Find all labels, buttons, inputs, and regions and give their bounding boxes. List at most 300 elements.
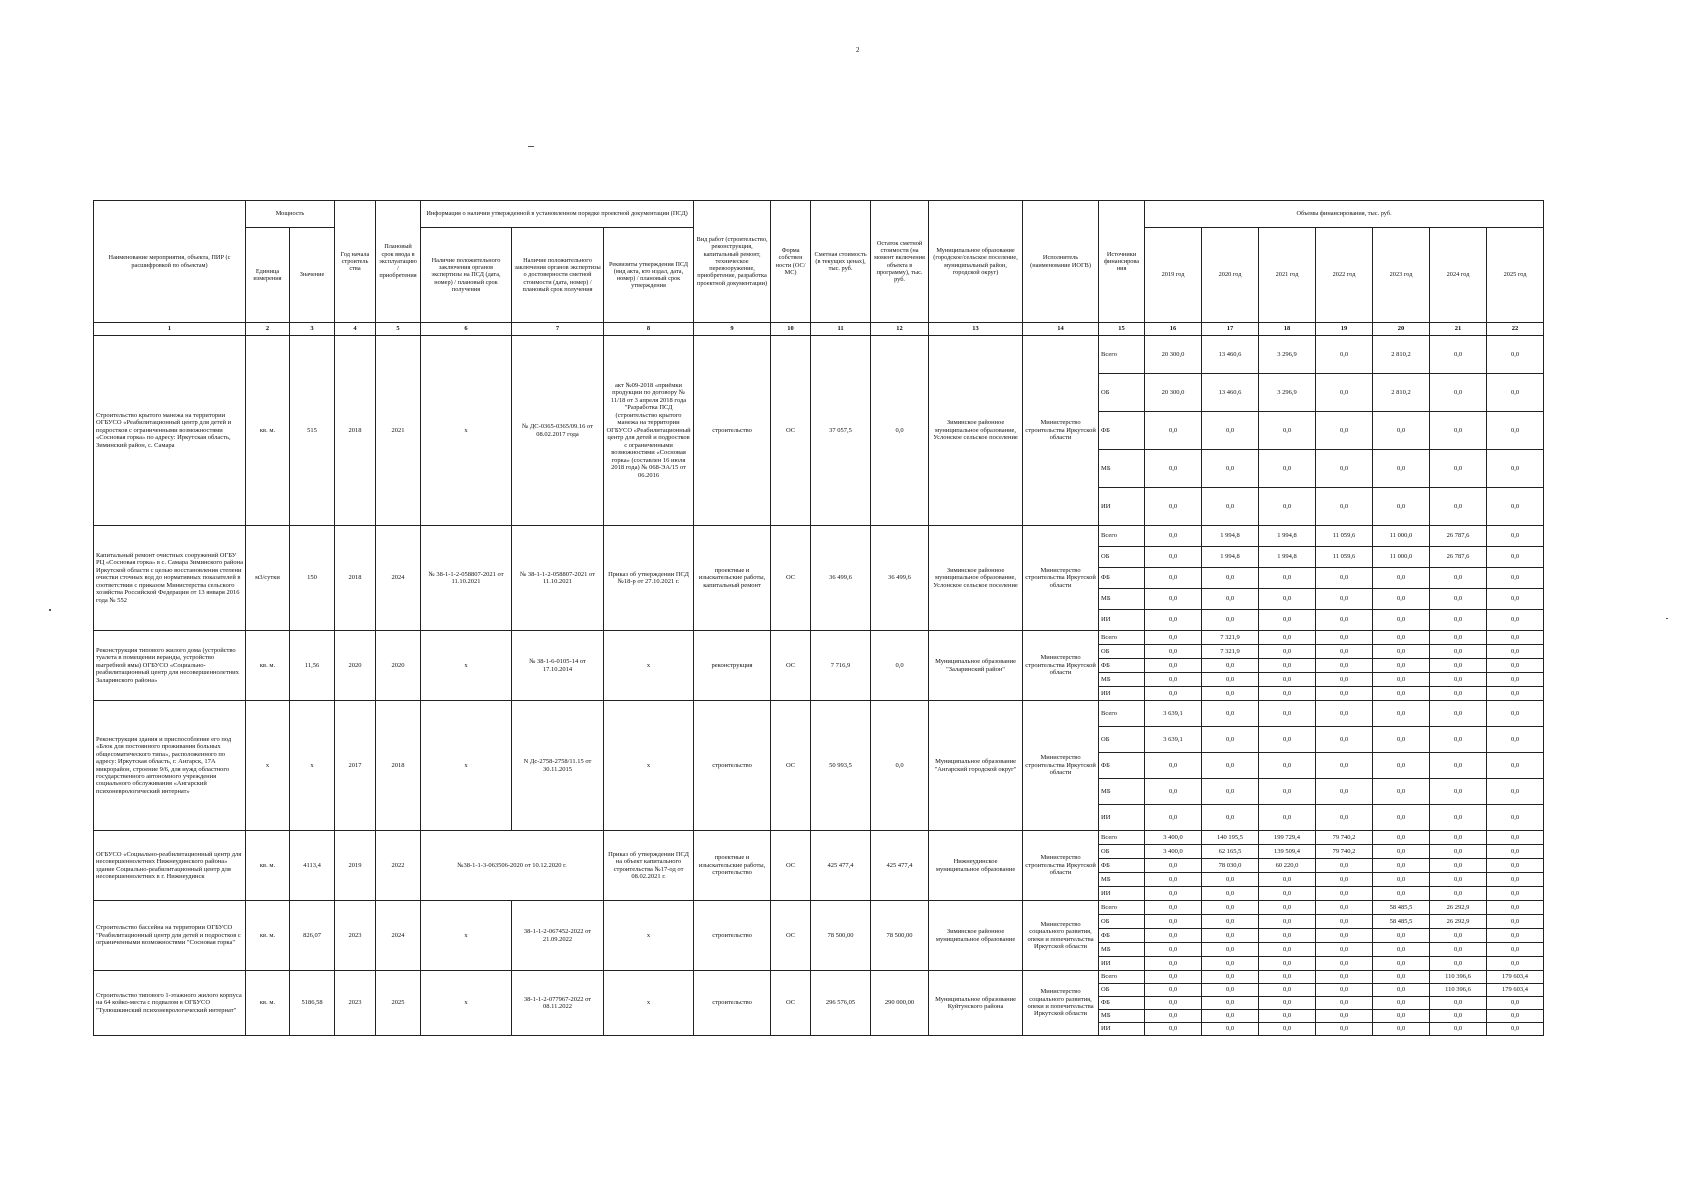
- funding-source: ФБ: [1099, 753, 1145, 779]
- funding-source: Всего: [1099, 901, 1145, 915]
- header-deadline: Плановый срок ввода в эксплуатацию / приобретения: [376, 201, 421, 323]
- header-unit: Единица измерения: [246, 228, 290, 323]
- funding-amount: 0,0: [1202, 412, 1259, 450]
- remaining-cost: 78 500,00: [871, 901, 929, 971]
- funding-amount: 0,0: [1259, 971, 1316, 984]
- psd-expertise: №38-1-1-3-063506-2020 от 10.12.2020 г.: [421, 831, 604, 901]
- ownership: ОС: [771, 831, 811, 901]
- start-year: 2023: [335, 901, 376, 971]
- column-number: 2: [246, 323, 290, 336]
- table-row: [94, 526, 1544, 547]
- municipality: Зиминское районное муниципальное образование: [929, 901, 1023, 971]
- estimated-cost: 36 499,6: [811, 526, 871, 631]
- deadline-year: 2020: [376, 631, 421, 701]
- funding-amount: 0,0: [1202, 568, 1259, 589]
- capacity-value: 826,07: [290, 901, 335, 971]
- funding-amount: 0,0: [1487, 673, 1544, 687]
- funding-amount: 3 296,9: [1259, 374, 1316, 412]
- scan-artifact: [49, 609, 51, 611]
- funding-amount: 0,0: [1430, 887, 1487, 901]
- column-number: 3: [290, 323, 335, 336]
- funding-amount: 0,0: [1487, 610, 1544, 631]
- funding-amount: 0,0: [1145, 943, 1202, 957]
- funding-amount: 0,0: [1259, 915, 1316, 929]
- funding-amount: 0,0: [1487, 526, 1544, 547]
- funding-source: Всего: [1099, 631, 1145, 645]
- column-number: 13: [929, 323, 1023, 336]
- executor: Министерство социального развития, опеки и попечительства Иркутской области: [1023, 971, 1099, 1036]
- funding-source: ИИ: [1099, 957, 1145, 971]
- funding-amount: 1 994,8: [1259, 547, 1316, 568]
- header-remaining-cost: Остаток сметной стоимости (на момент включения объекта в программу), тыс. руб.: [871, 201, 929, 323]
- remaining-cost: 425 477,4: [871, 831, 929, 901]
- header-start-year: Год начала строитель ства: [335, 201, 376, 323]
- funding-amount: 0,0: [1316, 943, 1373, 957]
- funding-source: ИИ: [1099, 610, 1145, 631]
- funding-amount: 0,0: [1487, 887, 1544, 901]
- capacity-value: 5186,58: [290, 971, 335, 1036]
- funding-amount: 2 810,2: [1373, 374, 1430, 412]
- funding-source: Всего: [1099, 526, 1145, 547]
- funding-amount: 0,0: [1316, 887, 1373, 901]
- deadline-year: 2022: [376, 831, 421, 901]
- funding-amount: 0,0: [1259, 659, 1316, 673]
- executor: Министерство строительства Иркутской области: [1023, 701, 1099, 831]
- header-year: 2025 год: [1487, 228, 1544, 323]
- funding-amount: 0,0: [1202, 779, 1259, 805]
- capacity-value: 11,56: [290, 631, 335, 701]
- funding-amount: 3 400,0: [1145, 831, 1202, 845]
- start-year: 2023: [335, 971, 376, 1036]
- funding-amount: 0,0: [1487, 336, 1544, 374]
- funding-amount: 0,0: [1487, 727, 1544, 753]
- psd-positive: х: [421, 971, 512, 1036]
- funding-amount: 0,0: [1202, 1010, 1259, 1023]
- funding-amount: 0,0: [1430, 873, 1487, 887]
- object-name: Строительство крытого манежа на территории ОГБУСО «Реабилитационный центр для детей и подростков с ограниченными возможностями «Сосновая горка» по адресу: Иркутская область, Зиминский район, с. Самара: [94, 336, 246, 526]
- deadline-year: 2025: [376, 971, 421, 1036]
- deadline-year: 2024: [376, 526, 421, 631]
- funding-amount: 0,0: [1202, 873, 1259, 887]
- column-number: 16: [1145, 323, 1202, 336]
- funding-source: ИИ: [1099, 488, 1145, 526]
- funding-amount: 0,0: [1316, 659, 1373, 673]
- column-number: 12: [871, 323, 929, 336]
- funding-amount: 0,0: [1316, 859, 1373, 873]
- funding-amount: 0,0: [1259, 687, 1316, 701]
- funding-amount: 0,0: [1316, 971, 1373, 984]
- funding-amount: 0,0: [1259, 1010, 1316, 1023]
- funding-amount: 0,0: [1373, 753, 1430, 779]
- funding-amount: 13 460,6: [1202, 374, 1259, 412]
- funding-amount: 79 740,2: [1316, 831, 1373, 845]
- funding-amount: 0,0: [1316, 1023, 1373, 1036]
- funding-amount: 0,0: [1259, 727, 1316, 753]
- capacity-value: 515: [290, 336, 335, 526]
- psd-positive: х: [421, 701, 512, 831]
- funding-amount: 0,0: [1430, 589, 1487, 610]
- funding-amount: 0,0: [1373, 805, 1430, 831]
- column-number: 17: [1202, 323, 1259, 336]
- funding-amount: 0,0: [1259, 901, 1316, 915]
- funding-amount: 0,0: [1259, 488, 1316, 526]
- funding-amount: 0,0: [1430, 957, 1487, 971]
- funding-amount: 0,0: [1259, 631, 1316, 645]
- column-number: 18: [1259, 323, 1316, 336]
- capacity-unit: кв. м.: [246, 831, 290, 901]
- header-year: 2021 год: [1259, 228, 1316, 323]
- funding-amount: 0,0: [1145, 887, 1202, 901]
- funding-amount: 0,0: [1430, 659, 1487, 673]
- funding-amount: 58 485,5: [1373, 901, 1430, 915]
- funding-amount: 0,0: [1430, 412, 1487, 450]
- funding-amount: 0,0: [1430, 1010, 1487, 1023]
- funding-source: ОБ: [1099, 547, 1145, 568]
- executor: Министерство строительства Иркутской области: [1023, 631, 1099, 701]
- funding-amount: 0,0: [1373, 943, 1430, 957]
- table-row: [94, 971, 1544, 984]
- funding-amount: 0,0: [1430, 943, 1487, 957]
- start-year: 2019: [335, 831, 376, 901]
- funding-amount: 0,0: [1145, 631, 1202, 645]
- funding-amount: 0,0: [1373, 673, 1430, 687]
- funding-source: Всего: [1099, 831, 1145, 845]
- funding-amount: 0,0: [1316, 753, 1373, 779]
- column-number: 4: [335, 323, 376, 336]
- funding-amount: 0,0: [1430, 831, 1487, 845]
- funding-amount: 0,0: [1145, 984, 1202, 997]
- column-number: 10: [771, 323, 811, 336]
- column-number: 9: [694, 323, 771, 336]
- remaining-cost: 0,0: [871, 701, 929, 831]
- funding-source: ФБ: [1099, 859, 1145, 873]
- funding-amount: 0,0: [1316, 687, 1373, 701]
- funding-amount: 0,0: [1430, 374, 1487, 412]
- start-year: 2018: [335, 336, 376, 526]
- funding-amount: 0,0: [1373, 779, 1430, 805]
- funding-amount: 0,0: [1373, 488, 1430, 526]
- start-year: 2018: [335, 526, 376, 631]
- column-number: 11: [811, 323, 871, 336]
- funding-amount: 0,0: [1202, 1023, 1259, 1036]
- funding-source: ФБ: [1099, 568, 1145, 589]
- executor: Министерство социального развития, опеки и попечительства Иркутской области: [1023, 901, 1099, 971]
- funding-amount: 0,0: [1145, 659, 1202, 673]
- deadline-year: 2021: [376, 336, 421, 526]
- funding-amount: 0,0: [1487, 873, 1544, 887]
- remaining-cost: 0,0: [871, 336, 929, 526]
- funding-amount: 58 485,5: [1373, 915, 1430, 929]
- funding-amount: 0,0: [1259, 873, 1316, 887]
- header-psd-positive: Наличие положительного заключения органов экспертизы на ПСД (дата, номер) / плановый срок получения: [421, 228, 512, 323]
- funding-source: МБ: [1099, 873, 1145, 887]
- page-number: 2: [856, 46, 860, 54]
- funding-source: ФБ: [1099, 929, 1145, 943]
- funding-amount: 78 030,0: [1202, 859, 1259, 873]
- funding-source: ИИ: [1099, 687, 1145, 701]
- table-row: [94, 701, 1544, 727]
- funding-amount: 0,0: [1373, 1023, 1430, 1036]
- executor: Министерство строительства Иркутской области: [1023, 336, 1099, 526]
- funding-amount: 7 321,9: [1202, 631, 1259, 645]
- header-year: 2024 год: [1430, 228, 1487, 323]
- funding-amount: 0,0: [1316, 645, 1373, 659]
- funding-amount: 0,0: [1316, 873, 1373, 887]
- work-type: проектные и изыскательские работы, строительство: [694, 831, 771, 901]
- funding-amount: 3 639,1: [1145, 727, 1202, 753]
- funding-amount: 0,0: [1487, 859, 1544, 873]
- funding-amount: 0,0: [1202, 957, 1259, 971]
- capacity-unit: кв. м.: [246, 901, 290, 971]
- municipality: Муниципальное образование Куйтунского района: [929, 971, 1023, 1036]
- funding-amount: 0,0: [1373, 727, 1430, 753]
- funding-amount: 0,0: [1259, 701, 1316, 727]
- funding-amount: 0,0: [1202, 687, 1259, 701]
- funding-amount: 11 000,0: [1373, 547, 1430, 568]
- table-row: [94, 336, 1544, 374]
- column-number: 15: [1099, 323, 1145, 336]
- capacity-unit: м3/сутки: [246, 526, 290, 631]
- funding-amount: 62 165,5: [1202, 845, 1259, 859]
- funding-source: ОБ: [1099, 984, 1145, 997]
- psd-approval: х: [604, 971, 694, 1036]
- header-work-type: Вид работ (строительство, реконструкция, капитальный ремонт, техническое перевооружение, приобретение, разработка проектной документации): [694, 201, 771, 323]
- funding-source: МБ: [1099, 943, 1145, 957]
- header-year: 2023 год: [1373, 228, 1430, 323]
- funding-amount: 0,0: [1145, 779, 1202, 805]
- funding-amount: 139 509,4: [1259, 845, 1316, 859]
- start-year: 2017: [335, 701, 376, 831]
- funding-amount: 0,0: [1259, 929, 1316, 943]
- funding-amount: 0,0: [1316, 336, 1373, 374]
- header-capacity: Мощность: [246, 201, 335, 228]
- funding-amount: 26 787,6: [1430, 526, 1487, 547]
- funding-amount: 0,0: [1145, 859, 1202, 873]
- funding-amount: 0,0: [1202, 701, 1259, 727]
- funding-amount: 3 639,1: [1145, 701, 1202, 727]
- funding-amount: 0,0: [1316, 610, 1373, 631]
- funding-amount: 0,0: [1430, 805, 1487, 831]
- column-number: 7: [512, 323, 604, 336]
- funding-amount: 0,0: [1145, 1023, 1202, 1036]
- funding-amount: 0,0: [1145, 526, 1202, 547]
- funding-source: МБ: [1099, 450, 1145, 488]
- funding-amount: 0,0: [1373, 831, 1430, 845]
- header-ownership: Форма собствен ности (ОС/МС): [771, 201, 811, 323]
- funding-amount: 0,0: [1487, 488, 1544, 526]
- funding-amount: 0,0: [1487, 645, 1544, 659]
- funding-amount: 0,0: [1145, 412, 1202, 450]
- funding-source: ОБ: [1099, 915, 1145, 929]
- funding-amount: 179 603,4: [1487, 971, 1544, 984]
- funding-amount: 0,0: [1202, 610, 1259, 631]
- funding-amount: 0,0: [1316, 901, 1373, 915]
- funding-amount: 0,0: [1373, 984, 1430, 997]
- column-number: 21: [1430, 323, 1487, 336]
- header-value: Значение: [290, 228, 335, 323]
- psd-reliability: 38-1-1-2-067452-2022 от 21.09.2022: [512, 901, 604, 971]
- funding-amount: 0,0: [1259, 984, 1316, 997]
- funding-amount: 0,0: [1373, 971, 1430, 984]
- funding-amount: 0,0: [1487, 805, 1544, 831]
- funding-source: ОБ: [1099, 374, 1145, 412]
- funding-amount: 0,0: [1316, 915, 1373, 929]
- funding-amount: 0,0: [1430, 645, 1487, 659]
- funding-amount: 0,0: [1487, 450, 1544, 488]
- funding-amount: 0,0: [1202, 943, 1259, 957]
- psd-approval: х: [604, 701, 694, 831]
- funding-amount: 0,0: [1373, 701, 1430, 727]
- capacity-unit: кв. м.: [246, 971, 290, 1036]
- funding-amount: 0,0: [1202, 673, 1259, 687]
- object-name: Строительство типового 1-этажного жилого корпуса на 64 койко-места с подвалом в ОГБУСО "Тулюшкинский психоневрологический интернат": [94, 971, 246, 1036]
- ownership: ОС: [771, 701, 811, 831]
- funding-amount: 0,0: [1145, 610, 1202, 631]
- estimated-cost: 50 993,5: [811, 701, 871, 831]
- funding-amount: 0,0: [1259, 753, 1316, 779]
- psd-reliability: № 38-1-6-0105-14 от 17.10.2014: [512, 631, 604, 701]
- funding-amount: 7 321,9: [1202, 645, 1259, 659]
- funding-amount: 0,0: [1316, 701, 1373, 727]
- funding-amount: 0,0: [1316, 779, 1373, 805]
- funding-amount: 0,0: [1202, 901, 1259, 915]
- funding-amount: 0,0: [1373, 412, 1430, 450]
- funding-amount: 0,0: [1202, 450, 1259, 488]
- funding-amount: 0,0: [1373, 568, 1430, 589]
- funding-amount: 0,0: [1316, 673, 1373, 687]
- funding-amount: 0,0: [1316, 374, 1373, 412]
- funding-amount: 1 994,8: [1202, 526, 1259, 547]
- municipality: Муниципальное образование "Заларинский район": [929, 631, 1023, 701]
- funding-amount: 0,0: [1487, 687, 1544, 701]
- estimated-cost: 296 576,05: [811, 971, 871, 1036]
- funding-amount: 0,0: [1145, 805, 1202, 831]
- funding-amount: 1 994,8: [1259, 526, 1316, 547]
- funding-amount: 0,0: [1316, 631, 1373, 645]
- capacity-unit: х: [246, 701, 290, 831]
- funding-amount: 0,0: [1487, 659, 1544, 673]
- column-number: 5: [376, 323, 421, 336]
- header-sources: Источники финансирова ния: [1099, 201, 1145, 323]
- funding-amount: 79 740,2: [1316, 845, 1373, 859]
- funding-amount: 0,0: [1373, 631, 1430, 645]
- work-type: строительство: [694, 901, 771, 971]
- funding-amount: 0,0: [1487, 929, 1544, 943]
- funding-amount: 0,0: [1430, 701, 1487, 727]
- column-number: 1: [94, 323, 246, 336]
- funding-amount: 60 220,0: [1259, 859, 1316, 873]
- funding-amount: 0,0: [1430, 929, 1487, 943]
- municipality: Зиминское районное муниципальное образование, Услонское сельское поселение: [929, 526, 1023, 631]
- funding-amount: 20 300,0: [1145, 336, 1202, 374]
- funding-amount: 0,0: [1487, 779, 1544, 805]
- funding-amount: 0,0: [1373, 645, 1430, 659]
- scan-artifact: [528, 146, 534, 147]
- funding-source: Всего: [1099, 701, 1145, 727]
- funding-amount: 0,0: [1487, 943, 1544, 957]
- funding-amount: 3 296,9: [1259, 336, 1316, 374]
- funding-amount: 0,0: [1316, 805, 1373, 831]
- psd-positive: х: [421, 901, 512, 971]
- funding-amount: 0,0: [1373, 610, 1430, 631]
- funding-amount: 0,0: [1487, 1010, 1544, 1023]
- funding-amount: 0,0: [1373, 997, 1430, 1010]
- funding-amount: 0,0: [1145, 929, 1202, 943]
- funding-source: МБ: [1099, 1010, 1145, 1023]
- funding-amount: 0,0: [1316, 412, 1373, 450]
- funding-amount: 0,0: [1430, 568, 1487, 589]
- funding-amount: 0,0: [1430, 631, 1487, 645]
- funding-amount: 0,0: [1487, 589, 1544, 610]
- funding-amount: 0,0: [1373, 873, 1430, 887]
- funding-source: Всего: [1099, 336, 1145, 374]
- funding-source: ФБ: [1099, 997, 1145, 1010]
- funding-amount: 0,0: [1487, 568, 1544, 589]
- funding-amount: 0,0: [1145, 589, 1202, 610]
- funding-amount: 0,0: [1202, 488, 1259, 526]
- funding-amount: 0,0: [1259, 805, 1316, 831]
- funding-source: МБ: [1099, 673, 1145, 687]
- funding-amount: 0,0: [1145, 915, 1202, 929]
- funding-amount: 11 059,6: [1316, 526, 1373, 547]
- funding-amount: 2 810,2: [1373, 336, 1430, 374]
- funding-amount: 0,0: [1373, 1010, 1430, 1023]
- funding-source: ИИ: [1099, 1023, 1145, 1036]
- column-number: 6: [421, 323, 512, 336]
- funding-amount: 179 603,4: [1487, 984, 1544, 997]
- funding-amount: 0,0: [1145, 753, 1202, 779]
- work-type: реконструкция: [694, 631, 771, 701]
- remaining-cost: 0,0: [871, 631, 929, 701]
- municipality: Зиминское районное муниципальное образование, Услонское сельское поселение: [929, 336, 1023, 526]
- funding-amount: 0,0: [1259, 997, 1316, 1010]
- funding-amount: 0,0: [1487, 753, 1544, 779]
- scan-artifact: [1666, 618, 1668, 619]
- estimated-cost: 78 500,00: [811, 901, 871, 971]
- table-row: [94, 631, 1544, 645]
- funding-amount: 11 000,0: [1373, 526, 1430, 547]
- psd-positive: х: [421, 631, 512, 701]
- funding-amount: 0,0: [1487, 915, 1544, 929]
- funding-amount: 0,0: [1259, 779, 1316, 805]
- funding-amount: 26 787,6: [1430, 547, 1487, 568]
- funding-amount: 0,0: [1430, 859, 1487, 873]
- funding-amount: 0,0: [1373, 929, 1430, 943]
- funding-amount: 0,0: [1316, 929, 1373, 943]
- work-type: проектные и изыскательские работы, капитальный ремонт: [694, 526, 771, 631]
- funding-amount: 0,0: [1373, 859, 1430, 873]
- funding-amount: 199 729,4: [1259, 831, 1316, 845]
- funding-amount: 0,0: [1202, 997, 1259, 1010]
- funding-amount: 20 300,0: [1145, 374, 1202, 412]
- funding-amount: 0,0: [1373, 957, 1430, 971]
- table-row: [94, 831, 1544, 845]
- header-year: 2022 год: [1316, 228, 1373, 323]
- funding-source: Всего: [1099, 971, 1145, 984]
- funding-amount: 0,0: [1145, 997, 1202, 1010]
- column-number-row: [94, 323, 1544, 336]
- funding-amount: 0,0: [1202, 929, 1259, 943]
- funding-amount: 0,0: [1259, 568, 1316, 589]
- funding-amount: 11 059,6: [1316, 547, 1373, 568]
- funding-amount: 0,0: [1487, 957, 1544, 971]
- header-executor: Исполнитель (наименование ИОГВ): [1023, 201, 1099, 323]
- funding-amount: 0,0: [1430, 488, 1487, 526]
- object-name: Реконструкция здания и приспособление его под «Блок для постоянного проживания больных общесоматического типа», расположенного по адресу: Иркутская область, г. Ангарск, 17А микрорайон, строение 9/6, для нужд областного государственного автономного учреждения социального обслуживания «Ангарский психоневрологический интернат»: [94, 701, 246, 831]
- object-name: Реконструкция типового жилого дома (устройство туалета в помещении веранды, устройство выгребной ямы) ОГБУСО «Социально-реабилитационный центр для несовершеннолетних Заларинского района»: [94, 631, 246, 701]
- funding-amount: 0,0: [1316, 568, 1373, 589]
- funding-amount: 0,0: [1430, 727, 1487, 753]
